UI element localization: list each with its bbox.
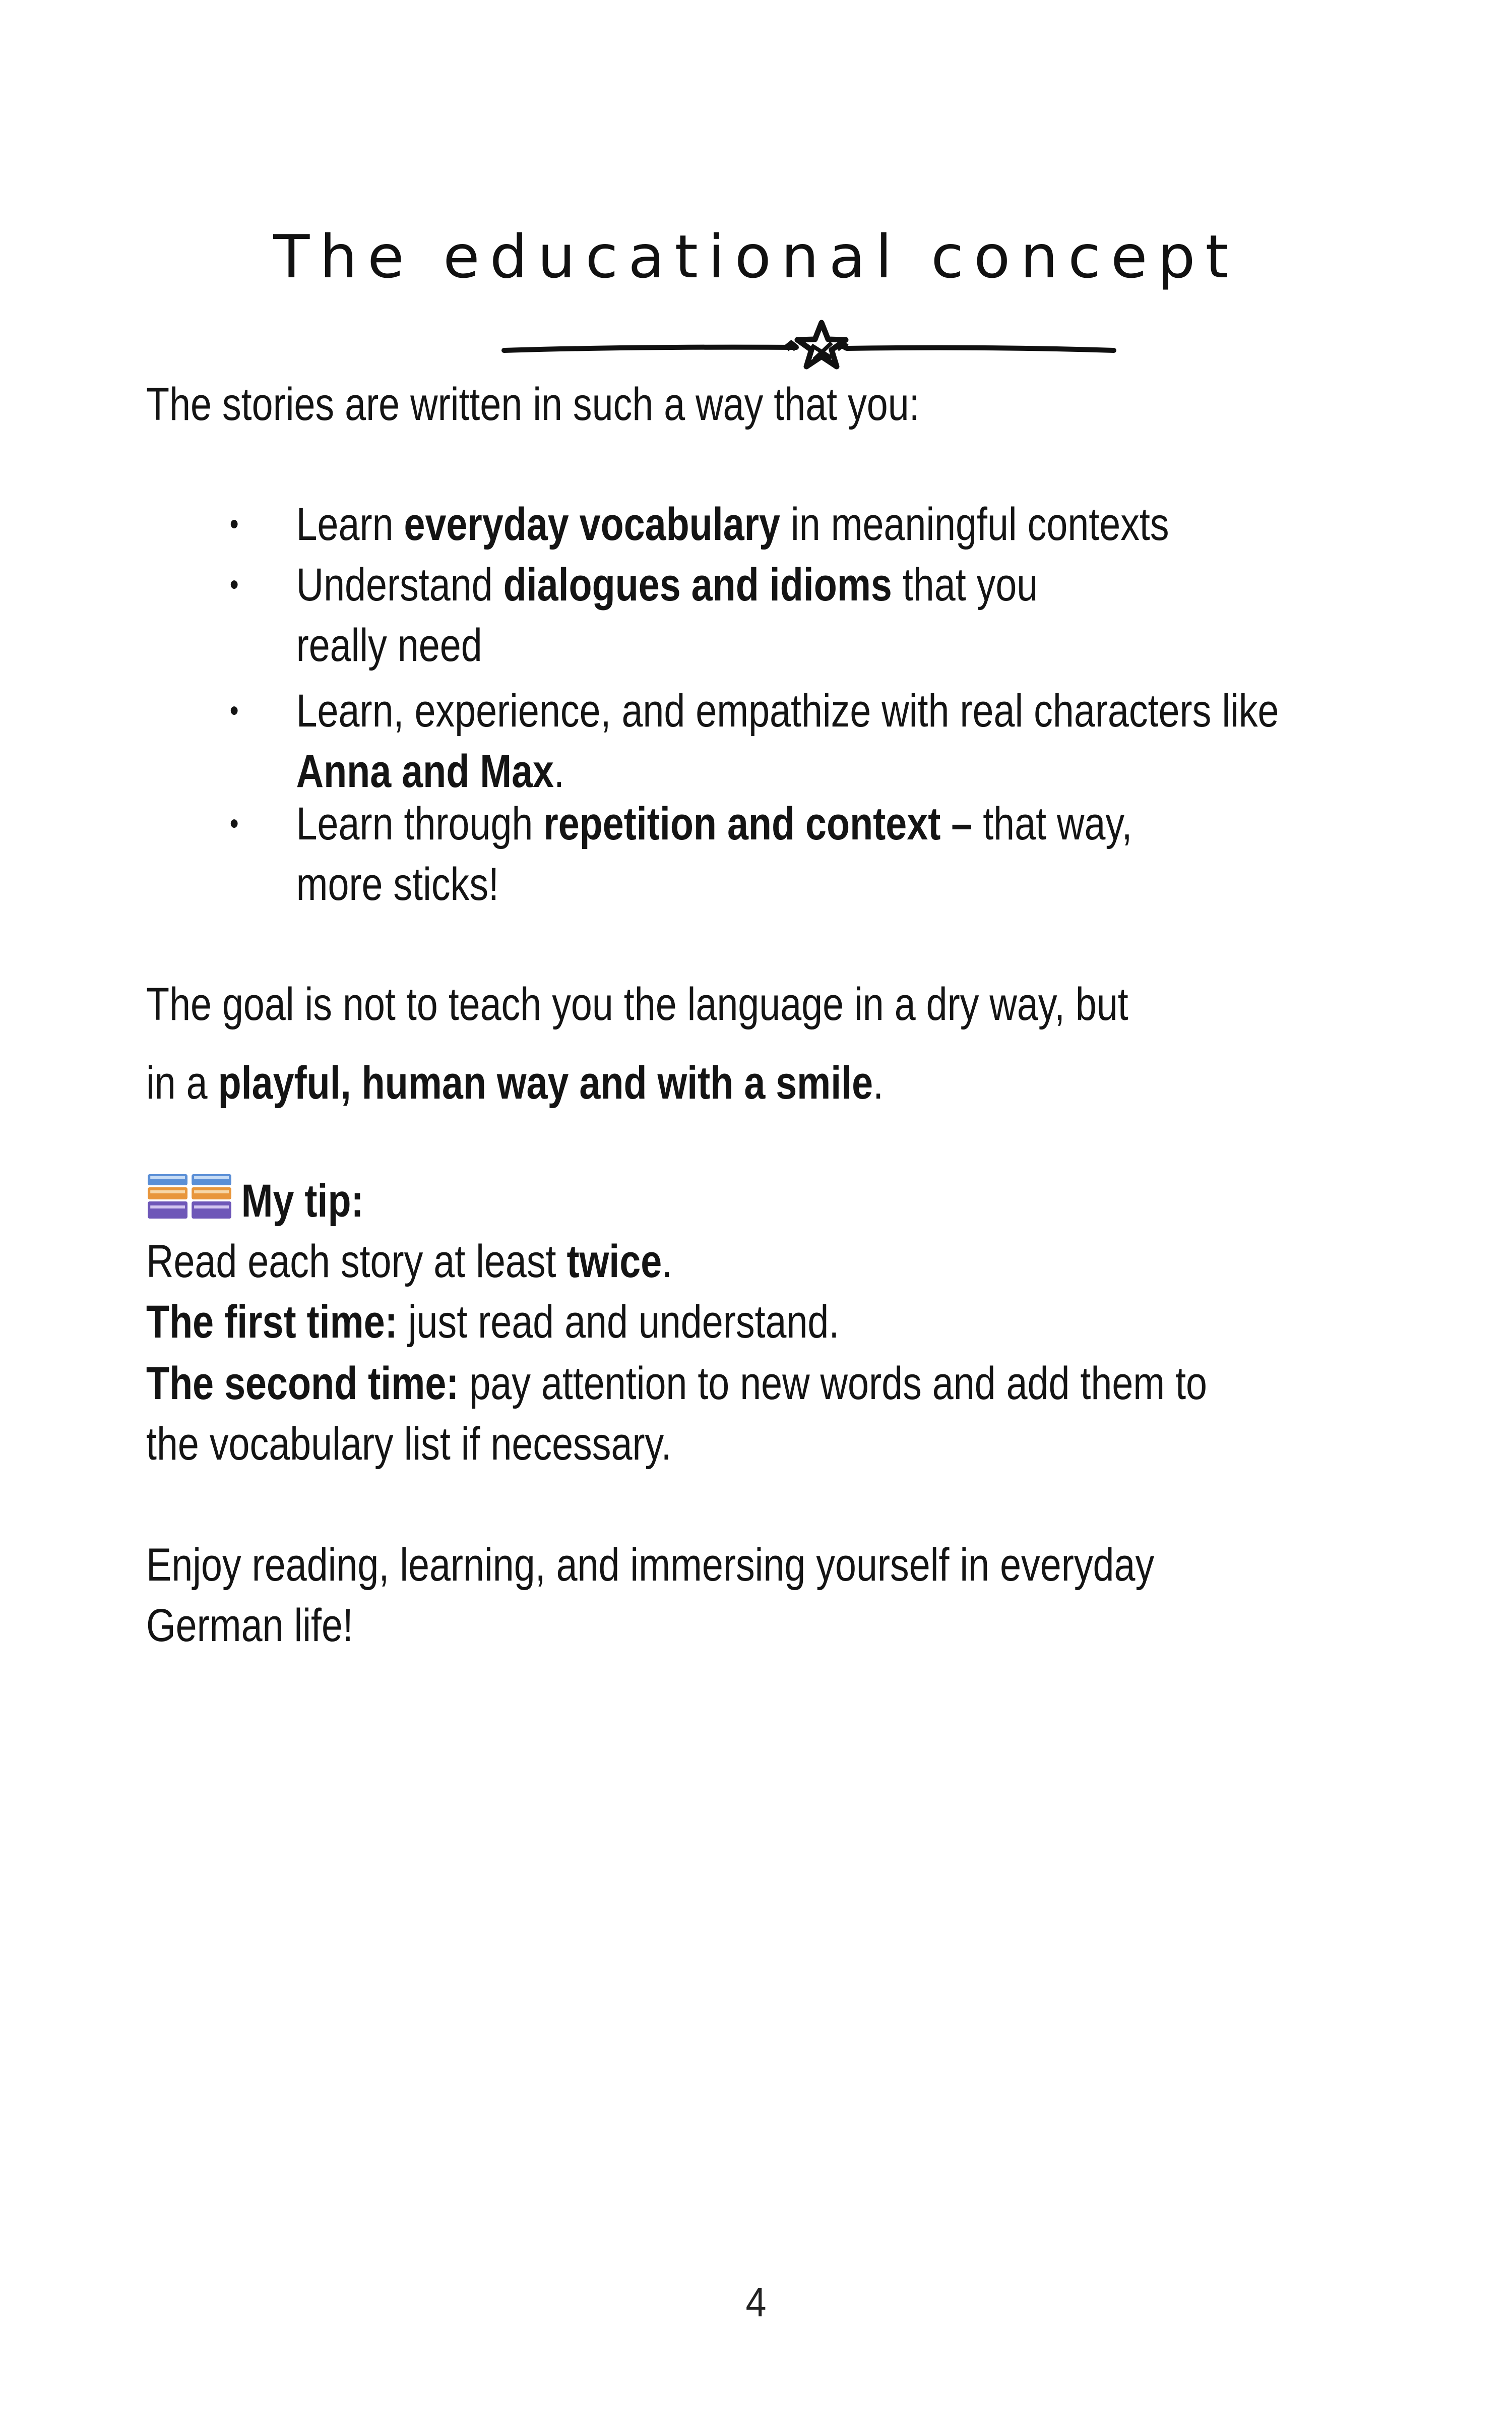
list-item: • Learn, experience, and empathize with real characters like Anna and Max. <box>222 681 1296 802</box>
concept-list <box>222 494 1296 915</box>
tip-heading: My tip: <box>146 1171 1179 1231</box>
tip-first-time: The first time: just read and understand. <box>146 1296 840 1348</box>
tip-second-time-cont: the vocabulary list if necessary. <box>146 1418 672 1470</box>
books-icon <box>146 1171 233 1222</box>
bullet-icon: • <box>229 806 239 841</box>
page-number: 4 <box>745 2279 767 2325</box>
star-divider-icon <box>484 315 1129 371</box>
bullet-icon: • <box>229 507 239 541</box>
tip-second-time: The second time: pay attention to new words and add them to <box>146 1358 1208 1409</box>
closing-line-1: Enjoy reading, learning, and immersing yourself in everyday <box>146 1539 1155 1591</box>
page-title: The educational concept <box>273 222 1239 291</box>
list-item: • Understand dialogues and idioms that you really need <box>222 555 1296 676</box>
list-item: • Learn through repetition and context – that way, more sticks! <box>222 794 1296 915</box>
list-item: • Learn everyday vocabulary in meaningful contexts <box>222 494 1296 555</box>
goal-line-2: in a playful, human way and with a smile. <box>146 1057 884 1109</box>
tip-read-twice: Read each story at least twice. <box>146 1236 673 1287</box>
bullet-icon: • <box>229 693 239 728</box>
bullet-icon: • <box>229 567 239 602</box>
intro-text: The stories are written in such a way that you: <box>146 379 920 430</box>
goal-line-1: The goal is not to teach you the language in a dry way, but <box>146 979 1128 1030</box>
closing-line-2: German life! <box>146 1600 353 1651</box>
